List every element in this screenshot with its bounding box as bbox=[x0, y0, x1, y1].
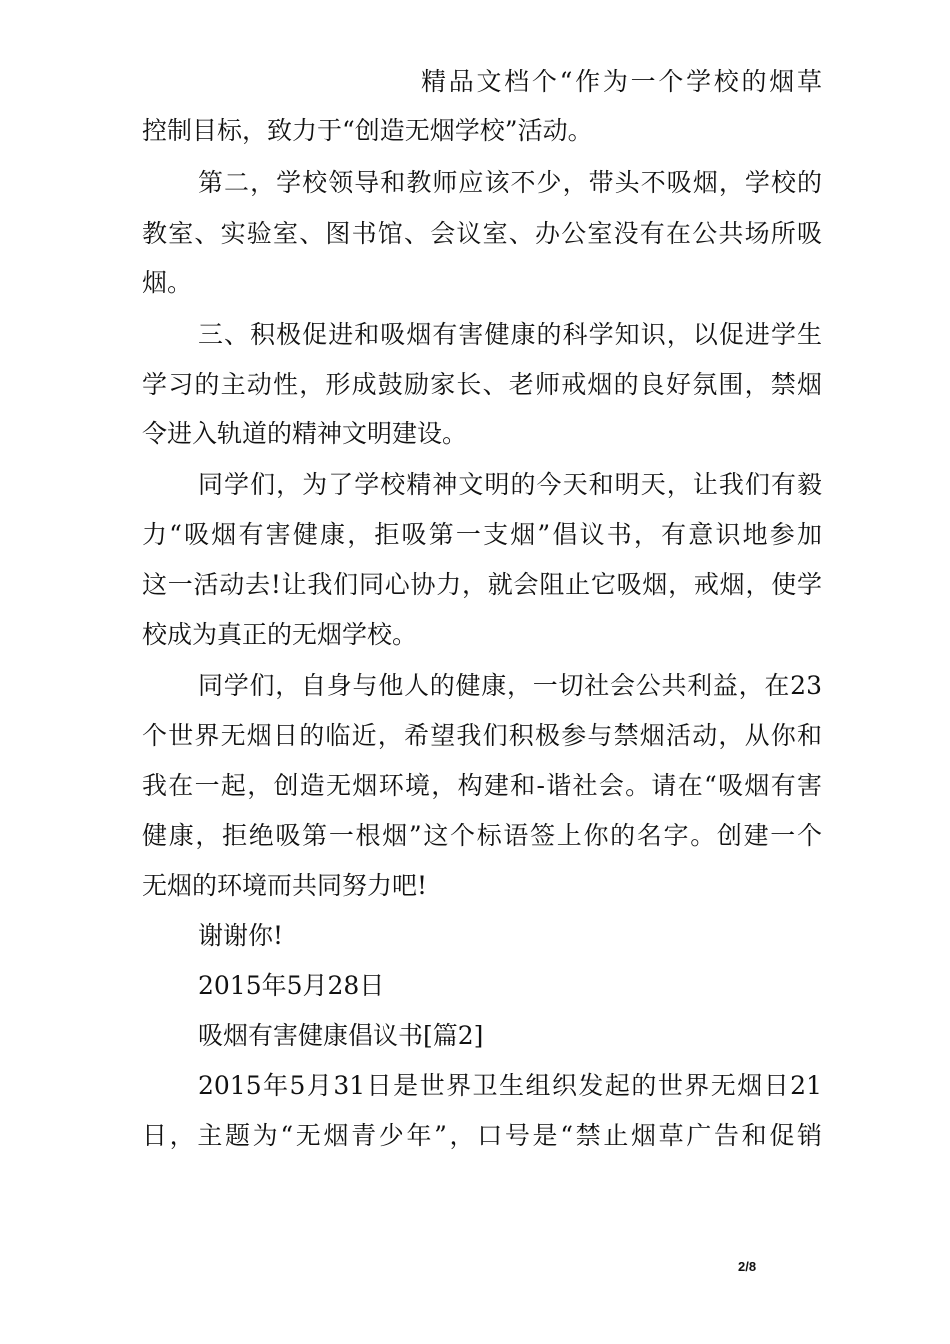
text-line: 无烟的环境而共同努力吧! bbox=[142, 871, 428, 900]
text-line: 控制目标，致力于“创造无烟学校”活动。 bbox=[142, 116, 593, 145]
text-line: 我在一起，创造无烟环境，构建和-谐社会。请在“吸烟有害 bbox=[142, 771, 822, 800]
text-line: 烟。 bbox=[142, 268, 193, 297]
text-line: 三、积极促进和吸烟有害健康的科学知识，以促进学生 bbox=[198, 320, 822, 349]
text-line: 校成为真正的无烟学校。 bbox=[142, 620, 418, 649]
text-line: 第二，学校领导和教师应该不少，带头不吸烟，学校的 bbox=[198, 168, 822, 197]
text-line: 令进入轨道的精神文明建设。 bbox=[142, 419, 468, 448]
text-line: 同学们，自身与他人的健康，一切社会公共利益，在23 bbox=[198, 671, 822, 700]
text-line: 力“吸烟有害健康，拒吸第一支烟”倡议书，有意识地参加 bbox=[142, 520, 822, 549]
text-line: 这一活动去!让我们同心协力，就会阻止它吸烟，戒烟，使学 bbox=[142, 570, 822, 599]
text-line: 同学们，为了学校精神文明的今天和明天，让我们有毅 bbox=[198, 470, 822, 499]
date-line: 2015年5月28日 bbox=[198, 971, 385, 1000]
section-title: 吸烟有害健康倡议书[篇2] bbox=[198, 1021, 484, 1050]
text-line: 谢谢你! bbox=[198, 921, 284, 950]
text-line: 2015年5月31日是世界卫生组织发起的世界无烟日21 bbox=[198, 1071, 822, 1100]
page-number: 2/8 bbox=[738, 1259, 757, 1274]
text-line: 学习的主动性，形成鼓励家长、老师戒烟的良好氛围，禁烟 bbox=[142, 370, 822, 399]
text-line: 个世界无烟日的临近，希望我们积极参与禁烟活动，从你和 bbox=[142, 721, 822, 750]
text-line: 教室、实验室、图书馆、会议室、办公室没有在公共场所吸 bbox=[142, 219, 822, 248]
text-line: 健康，拒绝吸第一根烟”这个标语签上你的名字。创建一个 bbox=[142, 821, 822, 850]
text-line: 日，主题为“无烟青少年”，口号是“禁止烟草广告和促销 bbox=[142, 1121, 822, 1150]
header-line: 精品文档个“作为一个学校的烟草 bbox=[421, 67, 822, 96]
